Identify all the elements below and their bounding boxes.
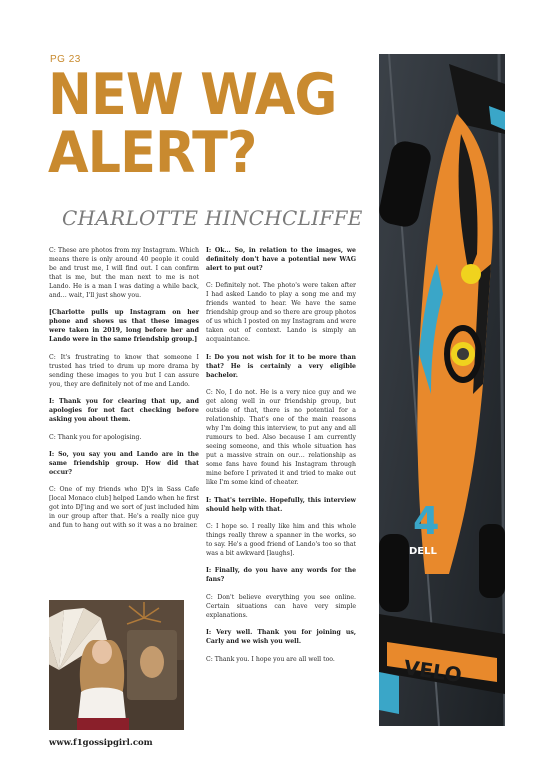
car-number: 4 [413, 499, 440, 543]
interviewer-question: I: So, you say you and Lando are in the same friendship group. How did that occur? [49, 450, 199, 476]
car-sponsor: VELO [402, 655, 464, 688]
article-column-right [206, 246, 356, 672]
interviewer-question: I: Very well. Thank you for joining us, Carly and we wish you well. [206, 629, 356, 646]
interviewee-answer: C: Thank you. I hope you are all well too. [206, 655, 335, 663]
interviewer-question: [Charlotte pulls up Instagram on her phone and shows us that these images were taken in 2019, long before her and Lando were in the same friendship group.] [49, 309, 199, 344]
interviewee-answer: C: One of my friends who DJ's in Sass Cafe [local Monaco club] helped Lando when he first got into DJ'ing and we sort of just included him in our group after that. He's a really nice guy and fun to hang out with so it was a no brainer. [49, 486, 199, 530]
woman-with-fan-photo [49, 600, 184, 730]
headline-line-2: ALERT? [48, 120, 257, 186]
headline [48, 62, 337, 186]
interviewee-answer: C: These are photos from my Instagram. Which means there is only around 40 people it could be and trust me, I will find out. I can confirm that is me, but the man next to me is not Lando. He is a man I was dating a while back, and… wait, I'll just show you. [49, 247, 199, 299]
interviewee-answer: C: It's frustrating to know that someone I trusted has tried to drum up more drama by sending these images to you but I can assure you, they are definitely not of me and Lando. [49, 353, 199, 388]
interviewer-question: I: Ok… So, in relation to the images, we definitely don't have a potential new WAG alert to put out? [206, 247, 356, 272]
page-number: PG 23 [50, 54, 81, 65]
f1-car-photo [379, 54, 505, 726]
car-sponsor-small: DELL [409, 546, 437, 557]
byline: CHARLOTTE HINCHCLIFFE [62, 206, 363, 230]
interviewer-question: I: That's terrible. Hopefully, this interview should help with that. [206, 496, 356, 513]
headline-line-1: NEW WAG [48, 62, 337, 128]
interviewer-question: I: Finally, do you have any words for the fans? [206, 567, 356, 584]
photo-illustration [49, 600, 184, 730]
interviewee-answer: C: I hope so. I really like him and this whole things really threw a spanner in the works, so to say. He's a good friend of Lando's too so that was a bit awkward [laughs]. [206, 522, 356, 557]
article-column-left [49, 246, 199, 539]
interviewee-answer: C: No, I do not. He is a very nice guy and we get along well in our friendship group, but outside of that, there is no potential for a relationship. That's one of the main reasons why I'm doing this interview, to put any and all rumours to bed. Also because I am currently seeing someone, and this whole situation has put a massive strain on our… relationship as some fans have found his Instagram through mine before I privated it and tried to make out like I'm some kind of cheater. [206, 389, 356, 487]
website-url[interactable]: www.f1gossipgirl.com [49, 738, 153, 748]
interviewee-answer: C: Don't believe everything you see online. Certain situations can have very simple explanations. [206, 593, 356, 619]
interviewer-question: I: Do you not wish for it to be more than that? He is certainly a very eligible bachelor. [206, 353, 356, 379]
f1-car-illustration [379, 54, 505, 726]
interviewer-question: I: Thank you for clearing that up, and apologies for not fact checking before asking you about them. [49, 398, 199, 424]
interviewee-answer: C: Definitely not. The photo's were taken after I had asked Lando to play a song me and my friends wanted to hear. We have the same friendship group and so there are group photos of us which I posted on my Instagram and were taken out of context. Lando is simply an acquaintance. [206, 282, 356, 344]
interviewee-answer: C: Thank you for apologising. [49, 433, 142, 441]
